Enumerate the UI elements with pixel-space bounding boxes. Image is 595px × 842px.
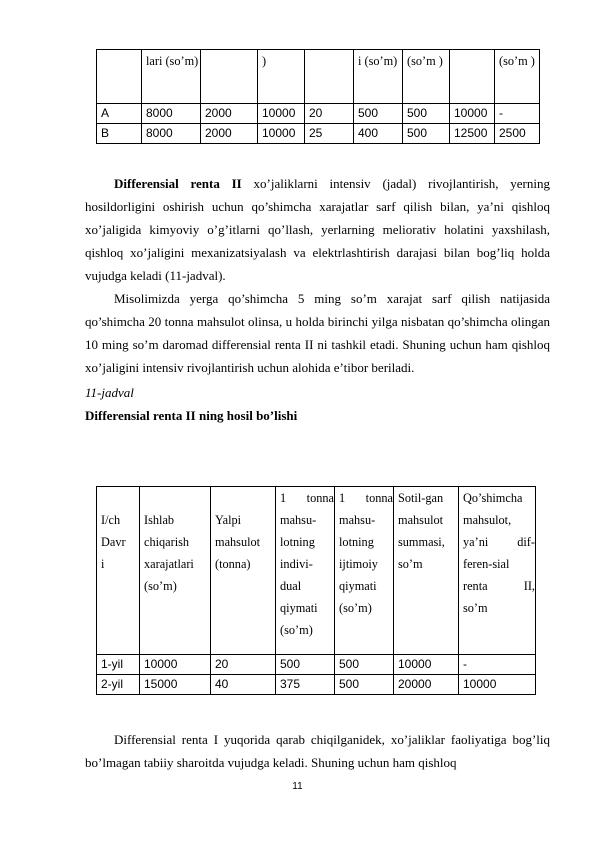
header-cell: Yalpi mahsulot (tonna) [211,487,276,655]
table-cell: ) [258,50,305,104]
paragraph [85,172,550,287]
table-cell [97,50,142,104]
header-cell: 1 tonna mahsu- lotning indivi- dual qiymati (so’m) [276,487,335,655]
table-title: Differensial renta II ning hosil bo’lishi [85,408,298,423]
table-header-row [97,487,536,655]
table-cell: 500 [403,104,450,124]
table-cell: 10000 [140,655,211,675]
body-text [85,172,550,379]
table-cell: 10000 [450,104,495,124]
body-text-bottom [85,728,550,774]
table-cell: (so’m ) [403,50,450,104]
table-label: 11-jadval [85,385,134,400]
table-cell: 20 [305,104,354,124]
bold-term: Differensial renta II [114,176,242,191]
table-row [97,104,540,124]
table-header-row [97,50,540,104]
table-row [97,124,540,144]
table-cell: 2000 [201,104,258,124]
table-cell: 500 [276,655,335,675]
header-cell: 1 tonna mahsu- lotning ijtimoiy qiymati (so’m) [335,487,394,655]
table-cell [201,50,258,104]
table-cell: (so’m ) [495,50,540,104]
table-cell: 1-yil [97,655,140,675]
paragraph: Misolimizda yerga qo’shimcha 5 ming so’m xarajat sarf qilish natijasida qo’shimcha 20 tonna mahsulot olinsa, u holda birinchi yilga nisbatan qo’shimcha olingan 10 ming so’m daromad differensial renta II ni tashkil etadi. Shuning uchun ham qishloq xo’jaligini intensiv rivojlantirish uchun alohida e’tibor beriladi. [85,291,550,375]
table-cell: 500 [403,124,450,144]
header-cell: Sotil-gan mahsulot summasi, so’m [394,487,459,655]
table-cell: 500 [354,104,403,124]
table-cell: 500 [335,675,394,695]
renta-table [96,486,536,695]
header-cell: Ishlab chiqarish xarajatlari (so’m) [140,487,211,655]
table-cell: - [495,104,540,124]
table-cell: 25 [305,124,354,144]
table-cell: 40 [211,675,276,695]
table-cell: B [97,124,142,144]
table-cell [305,50,354,104]
table-cell: 400 [354,124,403,144]
table-cell: 20 [211,655,276,675]
table-cell: 8000 [142,124,201,144]
table-cell: 2-yil [97,675,140,695]
table-cell: 2500 [495,124,540,144]
table-cell: 10000 [258,124,305,144]
table-cell: 2000 [201,124,258,144]
table-row [97,675,536,695]
paragraph-text: xo’jaliklarni intensiv (jadal) rivojlantirish, yerning hosildorligini oshirish uchun qo’shimcha xarajatlar sarf qilish bilan, ya’ni qishloq xo’jaligida kimyoviy o’g’itlarni qo’llash, yerlarning meliorativ holatini yaxshilash, qishloq xo’jaligini mexanizatsiyalash va elektrlashtirish darajasi bilan bog’liq holda vujudga keladi (11-jadval). [85,176,550,283]
table-continuation [96,49,540,144]
table-cell: 12500 [450,124,495,144]
table-cell: 15000 [140,675,211,695]
page-number: 11 [292,781,303,792]
table-cell: 10000 [394,655,459,675]
table-cell: 8000 [142,104,201,124]
table-cell: 375 [276,675,335,695]
table-cell: 500 [335,655,394,675]
paragraph: Differensial renta I yuqorida qarab chiqilganidek, xo’jaliklar faoliyatiga bog’liq bo’lmagan tabiiy sharoitda vujudga keladi. Shuning uchun ham qishloq [85,732,550,770]
table-cell: - [459,655,536,675]
table-cell: 20000 [394,675,459,695]
table-cell: 10000 [258,104,305,124]
table-cell: lari (so’m) [142,50,201,104]
table-cell [450,50,495,104]
table-cell: 10000 [459,675,536,695]
header-cell: I/ch Davr i [97,487,140,655]
table-row [97,655,536,675]
table-cell: A [97,104,142,124]
header-cell: Qo’shimcha mahsulot, ya’ni dif- feren-sial renta II, so’m [459,487,536,655]
table-cell: i (so’m) [354,50,403,104]
